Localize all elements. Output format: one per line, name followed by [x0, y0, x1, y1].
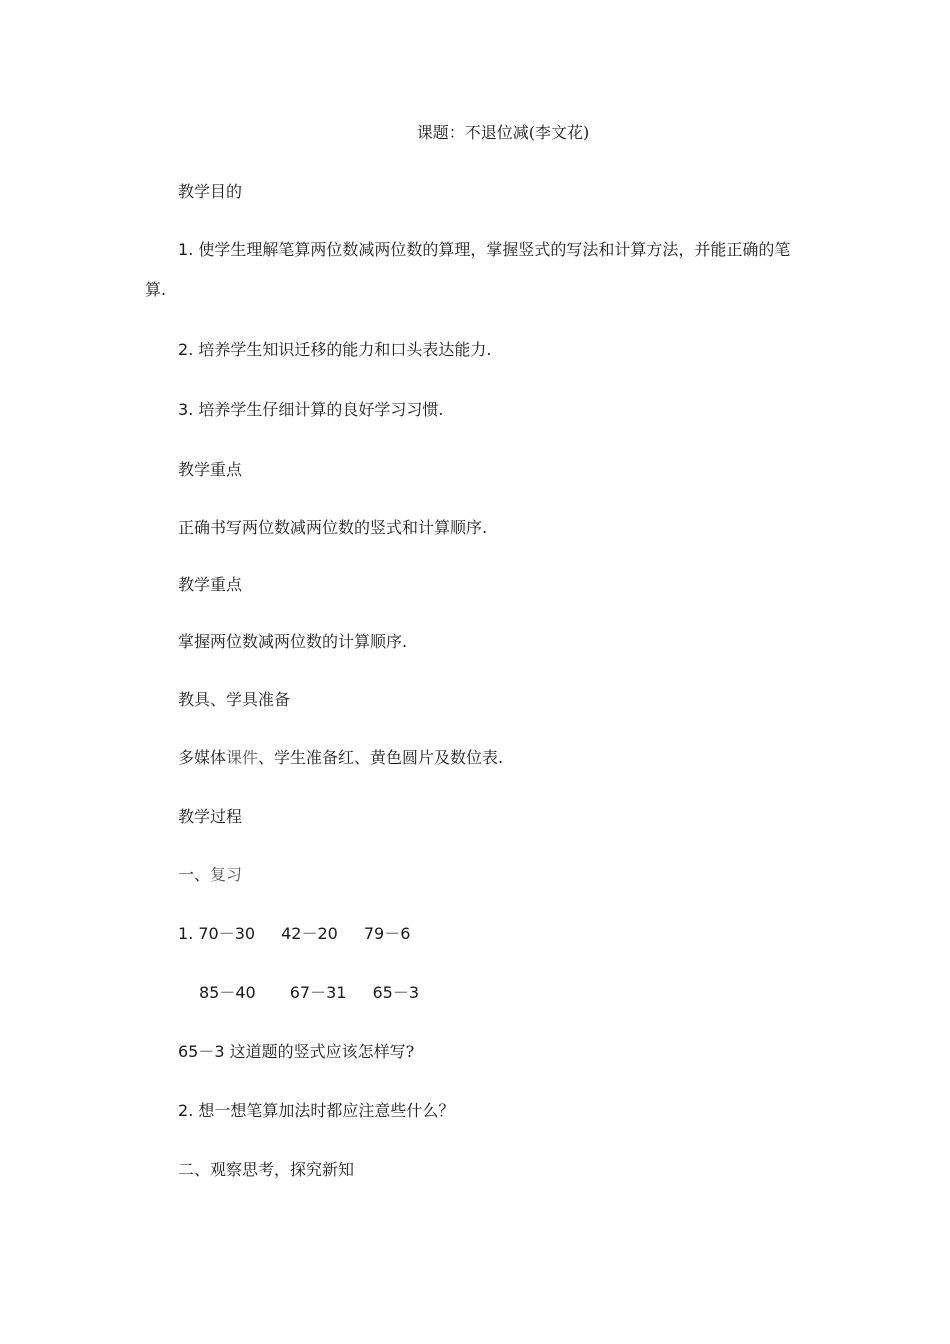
- document-title: 课题：不退位减(李文花): [416, 123, 590, 142]
- tools-text-a: 多媒体: [178, 748, 227, 767]
- explore-heading: 二、观察思考，探究新知: [178, 1160, 355, 1179]
- review-row-2: [199, 983, 419, 1003]
- objective-3-number: 3: [178, 400, 189, 419]
- review-1-number: 1: [178, 924, 189, 943]
- process-heading: 教学过程: [178, 807, 243, 826]
- review-heading-label: 复习: [210, 865, 243, 884]
- objective-1-text: . 使学生理解笔算两位数减两位数的算理，掌握竖式的写法和计算方法，并能正确的笔: [188, 240, 791, 259]
- key-point-heading-2: 教学重点: [178, 575, 243, 594]
- objective-2-number: 2: [178, 340, 189, 359]
- objective-1-number: 1: [178, 240, 189, 259]
- key-point-text-1: 正确书写两位数减两位数的竖式和计算顺序.: [178, 518, 488, 537]
- objective-2-text: . 培养学生知识迁移的能力和口头表达能力.: [188, 340, 492, 359]
- objectives-heading: 教学目的: [178, 182, 243, 201]
- review-row-1-item-2: 42－20: [281, 924, 338, 943]
- review-question-text: 这道题的竖式应该怎样写?: [224, 1042, 415, 1061]
- objective-2: [178, 340, 491, 360]
- objective-3-text: . 培养学生仔细计算的良好学习习惯.: [188, 400, 444, 419]
- objective-1-line-1: [178, 240, 790, 260]
- review-question-expression: 65－3: [178, 1042, 225, 1061]
- courseware-link[interactable]: 课件: [226, 748, 259, 767]
- review-heading-prefix: 一、: [178, 865, 211, 884]
- tools-text-b: 、学生准备红、黄色圆片及数位表.: [258, 748, 504, 767]
- review-row-2-item-3: 65－3: [372, 983, 420, 1002]
- review-row-1-item-3: 79－6: [363, 924, 411, 943]
- review-row-2-item-1: 85－40: [199, 983, 256, 1002]
- objective-3: [178, 400, 443, 420]
- tools-heading: 教具、学具准备: [178, 690, 291, 709]
- tools-text: [178, 748, 503, 768]
- review-heading: [178, 865, 242, 885]
- review-row-1-item-1: 70－30: [198, 924, 256, 943]
- review-row-2-item-2: 67－31: [289, 983, 347, 1002]
- key-point-heading-1: 教学重点: [178, 460, 243, 479]
- review-row-1: [178, 924, 410, 944]
- review-1-dot: .: [188, 924, 199, 943]
- objective-1-line-2: 算.: [145, 280, 167, 299]
- review-question: [178, 1042, 414, 1062]
- key-point-text-2: 掌握两位数减两位数的计算顺序.: [178, 632, 408, 651]
- review-2: [178, 1101, 454, 1121]
- review-2-number: 2: [178, 1101, 189, 1120]
- review-2-text: . 想一想笔算加法时都应注意些什么？: [188, 1101, 455, 1120]
